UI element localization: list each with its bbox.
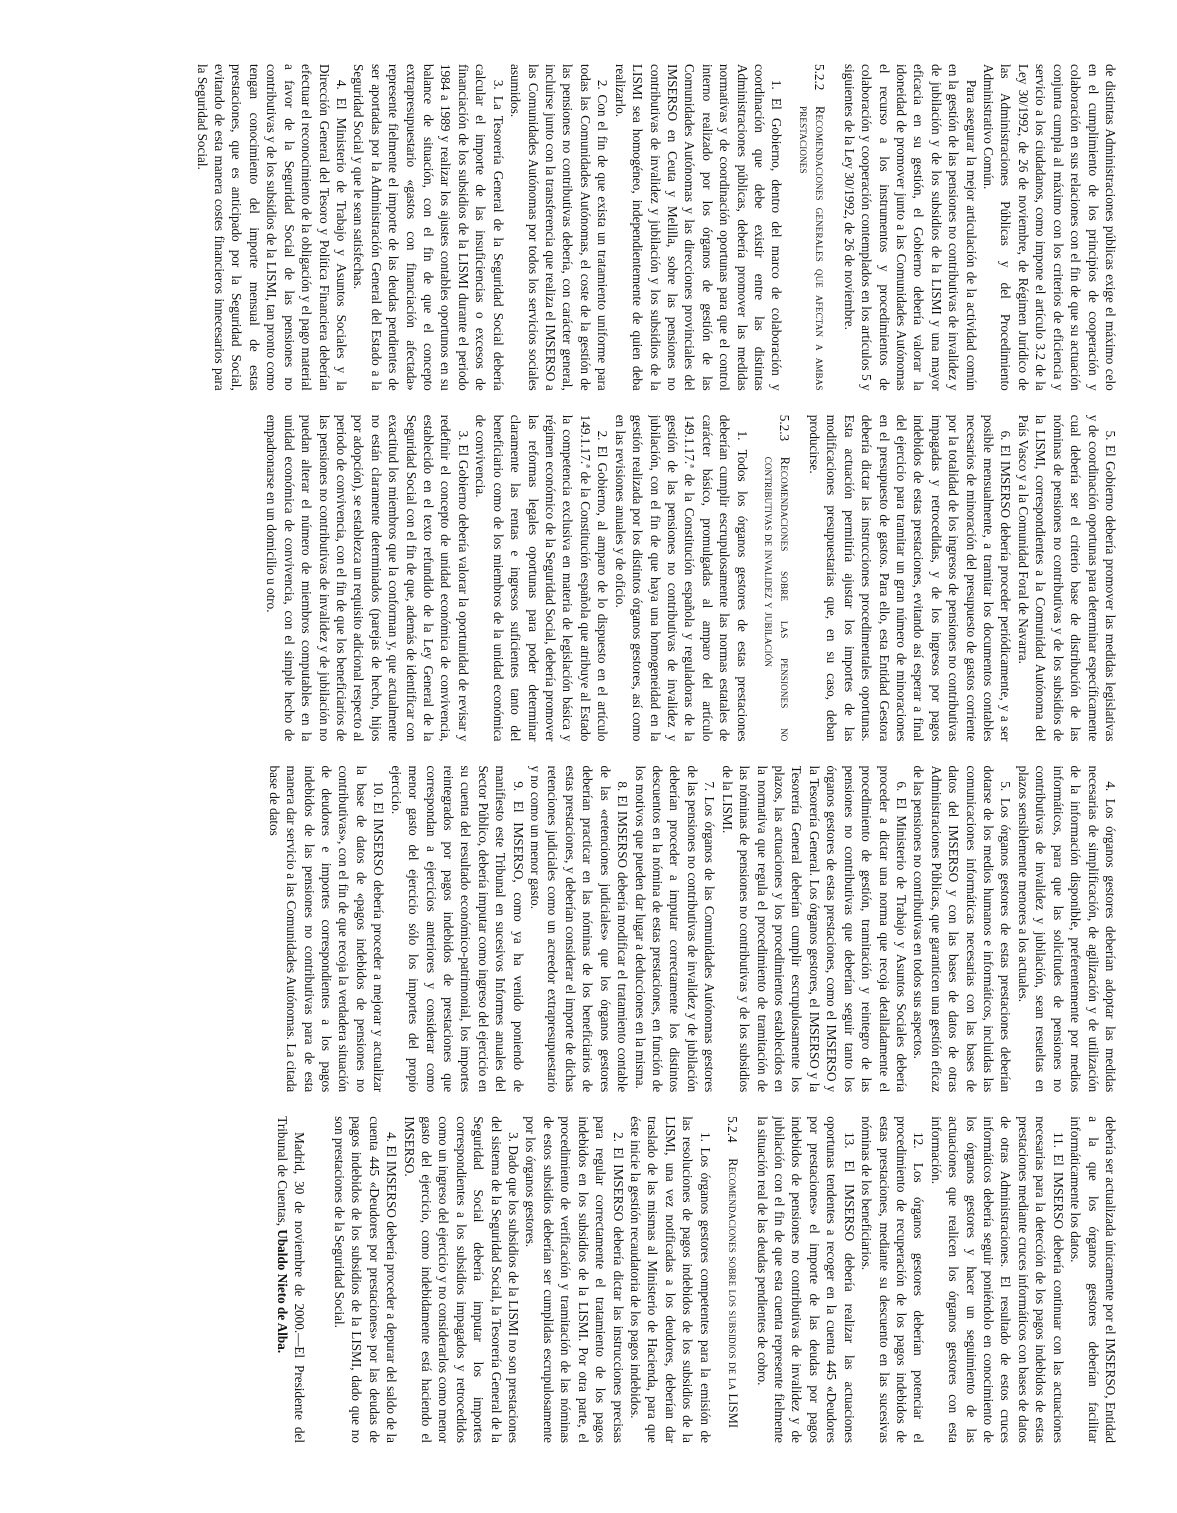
paragraph: 6. El IMSERSO debería proceder periódicamente, y a ser posible mensualmente, a tramitar los documentos contables necesarios de minoración del presupuesto de gastos corriente por la totalidad de los ingresos de pensiones no contributivas impagadas y retrocedidas, y de los ingresos por pagos indebidos de estas prestaciones, evitando así esperar a final del ejercicio para tramitar un gran número de minoraciones en el presupuesto de gastos. Para ello, esta Entidad Gestora debería dictar las instrucciones procedimentales oportunas. Esta actuación permitiría ajustar los importes de las modificaciones presupuestarias que, en su caso, deban producirse. [806, 414, 1014, 742]
section-number: 5.2.2 [812, 64, 828, 91]
section-title: Recomendaciones sobre las pensiones no contributivas de invalidez y jubilación [762, 456, 793, 742]
paragraph: 4. Los órganos gestores deberían adoptar las medidas necesarias de simplificación, de agilización y de utilización de la información disponible, preferentemente por medios informáticos, para que las solicitudes de pensiones no contributivas de invalidez y jubilación, sean resueltas en plazos sensiblemente menores a los actuales. [1015, 765, 1118, 1093]
paragraph: 2. Con el fin de que exista un tratamiento uniforme para todas las Comunidades Autónomas, el coste de la gestión de las pensiones no contributivas debería, con carácter general, incluirse junto con la transferencia que realiza el IMSERSO a las Comunidades Autónomas por todos los servicios sociales asumidos. [508, 64, 611, 391]
paragraph: 11. El IMSERSO debería continuar con las actuaciones necesarias para la detección de los pagos indebidos de estas prestaciones mediante cruces informáticos con bases de datos de otras Administraciones. El resultado de estos cruces informáticos debería seguir poniéndolo en conocimiento de los órganos gestores y hacer un seguimiento de las actuaciones que realicen los órganos gestores con esta información. [928, 1116, 1066, 1443]
paragraph: 2. El Gobierno, al amparo de lo dispuesto en el artículo 149.1.17.ª de la Constitución española que atribuye al Estado la competencia exclusiva en materia de legislación básica y régimen económico de la Seguridad Social, debería promover las reformas legales oportunas para poder determinar claramente las rentas e ingresos suficientes tanto del beneficiario como de los miembros de la unidad económica de convivencia. [473, 414, 611, 742]
paragraph: Para asegurar la mejor articulación de la actividad común en la gestión de las pensiones no contributivas de invalidez y de jubilación y de los subsidios de la LISMI y una mayor eficacia en su gestión, el Gobierno debería valorar la idoneidad de promover junto a las Comunidades Autónomas el recurso a los instrumentos y procedimientos de colaboración y cooperación contemplados en los artículos 5 y siguientes de la Ley 30/1992, de 26 de noviembre. [841, 64, 979, 391]
text-column-1 [40, 64, 1119, 391]
paragraph: 4. El IMSERSO debería proceder a depurar del saldo de la cuenta 445 «Deudores por prestaciones» por las deudas de pagos indebidos de los subsidios de la LISMI, dado que no son prestaciones de la Seguridad Social. [331, 1116, 400, 1443]
signature-place-date: Madrid, 30 de noviembre de 2000.—El Presidente del Tribunal de Cuentas, [275, 1116, 308, 1443]
paragraph: debería ser actualizada únicamente por el IMSERSO, Entidad a la que los órganos gestores deberían facilitar informáticamente los datos. [1068, 1116, 1118, 1443]
section-title: Recomendaciones sobre los subsidios de la LISMI [726, 1158, 741, 1429]
signature-line [274, 1116, 309, 1443]
section-number: 5.2.4 [725, 1116, 741, 1143]
paragraph: 3. La Tesorería General de la Seguridad Social debería calcular el importe de las insuficiencias o excesos de financiación de los subsidios de la LISMI durante el periodo 1984 a 1989 y realizar los ajustes contables oportunos en su balance de situación, con el fin de que el concepto extrapresupuestario «gastos con financiación afectada» represente fielmente el importe de las deudas pendientes de ser aportadas por la Administración General del Estado a la Seguridad Social y que le sean satisfechas. [351, 64, 506, 391]
text-column-2 [40, 415, 1119, 742]
paragraph: 2. El IMSERSO debería dictar las instrucciones precisas para regular correctamente el tratamiento de los pagos indebidos en los subsidios de la LISMI. Por otra parte, el procedimiento de verificación y tramitación de las nóminas de estos subsidios deberían ser cumplidas escrupulosamente por los órganos gestores. [523, 1116, 626, 1443]
section-title: Recomendaciones generales que afectan a ambas prestaciones [796, 106, 828, 391]
paragraph: 5. El Gobierno debería promover las medidas legislativas y de coordinación oportunas para determinar específicamente cual debería ser el criterio base de distribución de las nóminas de pensiones no contributivas y de los subsidios de la LISMI, correspondientes a la Comunidad Autónoma del País Vasco y a la Comunidad Foral de Navarra. [1015, 414, 1118, 742]
text-column-3 [40, 766, 1119, 1093]
signatory-name: Ubaldo Nieto de Alba. [275, 1229, 291, 1354]
section-heading [796, 64, 829, 391]
paragraph: 13. El IMSERSO debería realizar las actuaciones oportunas tendentes a recoger en la cuenta 445 «Deudores por prestaciones» el importe de las deudas por pagos indebidos de pensiones no contributivas de invalidez y de jubilación con el fin de que esta cuenta represente fielmente la situación real de las deudas pendientes de cobro. [754, 1116, 857, 1443]
text-column-4 [40, 1116, 1119, 1443]
paragraph: 1. Los órganos gestores competentes para la emisión de las resoluciones de pagos indebidos de los subsidios de la LISMI, una vez notificadas a los deudores, deberían dar traslado de las mismas al Ministerio de Hacienda, para que éste inicie la gestión recaudatoria de los pagos indebidos. [628, 1116, 713, 1443]
paragraph: 7. Los órganos de las Comunidades Autónomas gestores de las pensiones no contributivas de invalidez y de jubilación deberían proceder a imputar correctamente los distintos descuentos en la nómina de estas prestaciones, en función de los motivos que pueden dar lugar a deducciones en la misma. [632, 765, 718, 1093]
paragraph: 1. Todos los órganos gestores de estas prestaciones deberían cumplir escrupulosamente las normas estatales de carácter básico, promulgadas al amparo del artículo 149.1.17.ª de la Constitución española y reguladoras de la gestión de las pensiones no contributivas de invalidez y jubilación, con el fin de que haya una homogeneidad en la gestión realizada por los distintos órganos gestores, así como en las revisiones anuales y de oficio. [612, 414, 750, 742]
paragraph: 4. El Ministerio de Trabajo y Asuntos Sociales y la Dirección General del Tesoro y Política Financiera deberían efectuar el reconocimiento de la obligación y el pago material a favor de la Seguridad Social de las pensiones no contributivas y de los subsidios de la LISMI, tan pronto como tengan conocimiento del importe mensual de estas prestaciones, que es anticipado por la Seguridad Social, evitando de esta manera costes financieros innecesarios para la Seguridad Social. [194, 64, 349, 391]
paragraph: de distintas Administraciones públicas exige el máximo celo en el cumplimiento de los principios de cooperación y colaboración en sus relaciones con el fin de que su actuación conjunta cumpla al máximo con los criterios de eficiencia y servicio a los ciudadanos, como impone el artículo 3.2 de la Ley 30/1992, de 26 de noviembre, de Régimen Jurídico de las Administraciones Públicas y del Procedimiento Administrativo Común. [981, 64, 1118, 391]
paragraph: 9. El IMSERSO, como ya ha venido poniendo de manifiesto este Tribunal en sucesivos Informes anuales del Sector Público, debería imputar como ingreso del ejercicio en su cuenta del resultado económico-patrimonial, los importes reintegrados por pagos indebidos de prestaciones que correspondan a ejercicios anteriores y considerar como menor gasto del ejercicio sólo los importes del propio ejercicio. [388, 765, 526, 1093]
section-heading [724, 1116, 741, 1443]
paragraph: 3. Dado que los subsidios de la LISMI no son prestaciones del sistema de la Seguridad Social, la Tesorería General de la Seguridad Social debería imputar los importes correspondientes a los subsidios impagados y retrocedidos como un ingreso del ejercicio y no considerarlos como menor gasto del ejercicio, como indebidamente está haciendo el IMSERSO. [401, 1116, 522, 1443]
paragraph: 8. El IMSERSO debería modificar el tratamiento contable de las «retenciones judiciales» que los órganos gestores deberían practicar en las nóminas de los beneficiarios de estas prestaciones, y deberían considerar el importe de dichas retenciones judiciales como un acreedor extrapresupuestario y no como un menor gasto. [528, 765, 631, 1093]
paragraph: 12. Los órganos gestores deberían potenciar el procedimiento de recuperación de los pagos indebidos de estas prestaciones, mediante su descuento en las sucesivas nóminas de los beneficiarios. [859, 1116, 927, 1443]
paragraph: 5. Los órganos gestores de estas prestaciones deberían dotarse de los medios humanos e informáticos, incluidas las comunicaciones informáticas necesarias con las bases de datos del IMSERSO y con las bases de datos de otras Administraciones Públicas, que garanticen una gestión eficaz de las pensiones no contributivas en todos sus aspectos. [911, 765, 1014, 1093]
paragraph: 3. El Gobierno debería valorar la oportunidad de revisar y redefinir el concepto de unidad económica de convivencia, establecido en el texto refundido de la Ley General de la Seguridad Social con el fin de que, además de identificar con exactitud los miembros que la conforman y, que actualmente no están claramente determinados (parejas de hecho, hijos por adopción), se establezca un requisito adicional respecto al periodo de convivencia, con el fin de que los beneficiarios de las pensiones no contributivas de invalidez y de jubilación no puedan alterar el número de miembros computables en la unidad económica de convivencia, con el simple hecho de empadronarse en un domicilio u otro. [264, 414, 471, 742]
section-heading [761, 415, 794, 742]
paragraph: 1. El Gobierno, dentro del marco de colaboración y coordinación que debe existir entre las distintas Administraciones públicas, debería promover las medidas normativas y de coordinación oportunas para que el control interno realizado por los órganos de gestión de las Comunidades Autónomas y las direcciones provinciales del IMSERSO en Ceuta y Melilla, sobre las pensiones no contributivas de invalidez y jubilación y los subsidios de la LISMI sea homogéneo, independientemente de quien deba realizarlo. [612, 64, 785, 391]
paragraph: 6. El Ministerio de Trabajo y Asuntos Sociales debería proceder a dictar una norma que recoja detalladamente el procedimiento de gestión, tramitación y reintegro de las pensiones no contributivas que deberían seguir tanto los órganos gestores de estas prestaciones, como el IMSERSO y la Tesorería General. Los órganos gestores, el IMSERSO y la Tesorería General deberían cumplir escrupulosamente los plazos, las actuaciones y los procedimientos establecidos en la normativa que regula el procedimiento de tramitación de las nóminas de pensiones no contributivas y de los subsidios de la LISMI. [719, 765, 909, 1093]
paragraph: 10. El IMSERSO debería proceder a mejorar y actualizar la base de datos de «pagos indebidos de pensiones no contributivas», con el fin de que recoja la verdadera situación de deudores e importes correspondientes a los pagos indebidos de las pensiones no contributivas para de esta manera dar servicio a las Comunidades Autónomas. La citada base de datos [266, 765, 387, 1093]
section-number: 5.2.3 [777, 414, 793, 442]
